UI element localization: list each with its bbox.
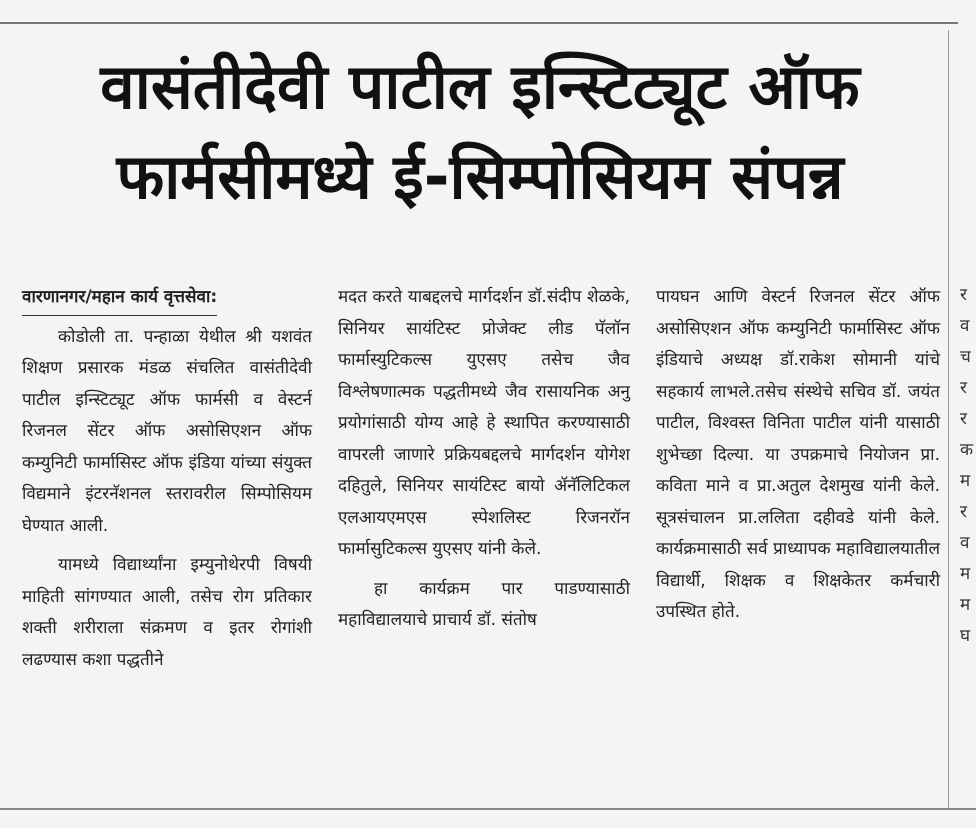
bottom-rule bbox=[0, 808, 976, 810]
edge-fragment: घ bbox=[960, 626, 971, 646]
column-divider bbox=[948, 30, 949, 810]
edge-fragment: च bbox=[960, 347, 971, 367]
headline-line-2: फार्मसीमध्ये ई-सिम्पोसियम संपन्न bbox=[116, 140, 844, 213]
article-column-3 bbox=[656, 282, 940, 629]
edge-fragment: र bbox=[960, 285, 967, 305]
edge-fragment: म bbox=[960, 564, 971, 584]
headline-line-1: वासंतीदेवी पाटील इन्स्टिट्यूट ऑफ bbox=[100, 50, 860, 123]
headline bbox=[20, 42, 940, 222]
column-3-paragraph-1: पायघन आणि वेस्टर्न रिजनल सेंटर ऑफ असोसिएशन ऑफ कम्युनिटी फार्मासिस्ट ऑफ इंडियाचे अध्यक्ष डॉ.राकेश सोमानी यांचे सहकार्य लाभले.तसेच संस्थेचे सचिव डॉ. जयंत पाटील, विश्वस्त विनिता पाटील यांनी यासाठी शुभेच्छा दिल्या. या उपक्रमाचे नियोजन प्रा. कविता माने व प्रा.अतुल देशमुख यांनी केले. सूत्रसंचालन प्रा.ललिता दहीवडे यांनी केले. कार्यक्रमासाठी सर्व प्राध्यापक महाविद्यालयातील विद्यार्थी, शिक्षक व शिक्षकेतर कर्मचारी उपस्थित होते. bbox=[656, 287, 940, 622]
column-1-paragraph-1: कोडोली ता. पन्हाळा येथील श्री यशवंत शिक्षण प्रसारक मंडळ संचलित वासंतीदेवी पाटील इन्स्टिट्यूट ऑफ फार्मसी व वेस्टर्न रिजनल सेंटर ऑफ असोसिएशन ऑफ कम्युनिटी फार्मासिस्ट ऑफ इंडिया यांच्या संयुक्त विद्यमाने इंटरनॅशनल स्तरावरील सिम्पोसियम घेण्यात आली. bbox=[22, 326, 312, 536]
article-column-1 bbox=[22, 282, 312, 676]
dateline: वारणानगर/महान कार्य वृत्तसेवा: bbox=[22, 282, 217, 316]
edge-fragment: र bbox=[960, 409, 967, 429]
edge-fragment: व bbox=[960, 533, 970, 553]
article-column-2 bbox=[338, 282, 630, 637]
edge-fragment: क bbox=[960, 440, 974, 460]
column-1-paragraph-2: यामध्ये विद्यार्थ्यांना इम्युनोथेरपी विषयी माहिती सांगण्यात आली, तसेच रोग प्रतिकार शक्ती शरीराला संक्रमण व इतर रोगांशी लढण्यास कशा पद्धतीने bbox=[22, 555, 312, 670]
edge-fragment: म bbox=[960, 595, 971, 615]
column-2-paragraph-1: मदत करते याबद्दलचे मार्गदर्शन डॉ.संदीप शेळके, सिनियर सायंटिस्ट प्रोजेक्ट लीड पॅलॉन फार्मास्युटिकल्स युएसए तसेच जैव विश्लेषणात्मक पद्धतीमध्ये जैव रासायनिक अनु प्रयोगांसाठी योग्य आहे हे स्थापित करण्यासाठी वापरली जाणारे प्रक्रियबद्दलचे मार्गदर्शन योगेश दहितुले, सिनियर सायंटिस्ट बायो ॲनॅलिटिकल एलआयएमएस स्पेशलिस्ट रिजनरॉन फार्मासुटिकल्स युएसए यांनी केले. bbox=[338, 287, 630, 559]
edge-fragment: र bbox=[960, 502, 967, 522]
edge-fragment: व bbox=[960, 316, 970, 336]
edge-fragment: र bbox=[960, 378, 967, 398]
top-rule bbox=[0, 22, 958, 24]
adjacent-article-fragment bbox=[960, 280, 976, 652]
column-2-paragraph-2: हा कार्यक्रम पार पाडण्यासाठी महाविद्यालयाचे प्राचार्य डॉ. संतोष bbox=[338, 578, 630, 630]
edge-fragment: म bbox=[960, 471, 971, 491]
